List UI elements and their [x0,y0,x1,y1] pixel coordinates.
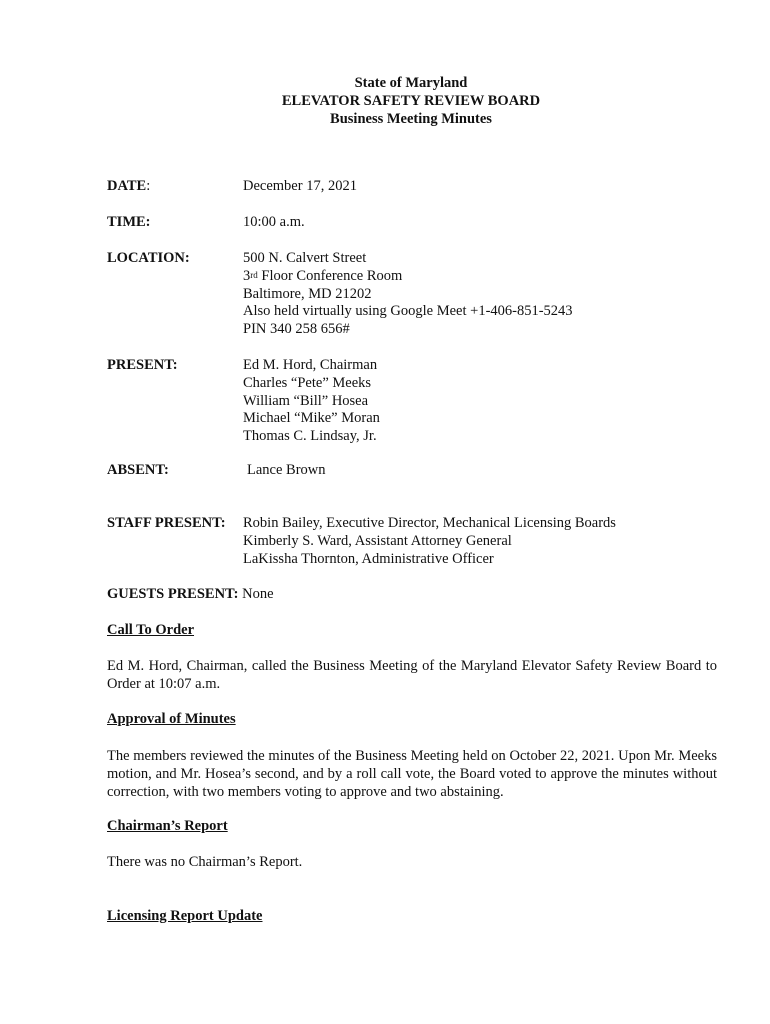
section-heading-chairmans-report: Chairman’s Report [107,818,228,834]
guests-present-value: None [242,586,274,602]
location-street: 500 N. Calvert Street [243,250,367,266]
present-label: PRESENT: [107,357,178,373]
present-member: Thomas C. Lindsay, Jr. [243,428,377,445]
date-value: December 17, 2021 [243,178,357,194]
approval-of-minutes-text: The members reviewed the minutes of the Business Meeting held on October 22, 2021. Upon Mr. Meeks motion, and Mr. Hosea’s second, and by a roll call vote, the Board voted to approve the minutes without correction, with two members voting to approve and two abstaining. [107,748,717,800]
header-document-title: Business Meeting Minutes [330,111,492,127]
header-board-name: ELEVATOR SAFETY REVIEW BOARD [281,93,541,109]
present-member: Charles “Pete” Meeks [243,374,372,391]
location-virtual: Also held virtually using Google Meet +1-406-851-5243 [243,303,573,320]
time-label: TIME: [107,214,151,230]
call-to-order-text: Ed M. Hord, Chairman, called the Business Meeting of the Maryland Elevator Safety Review Board to Order at 10:07 a.m. [107,658,717,692]
staff-present-members [243,515,616,568]
location-value [243,250,573,339]
location-label: LOCATION: [107,250,190,266]
chairmans-report-text: There was no Chairman’s Report. [107,854,303,870]
section-heading-call-to-order: Call To Order [107,622,195,638]
section-heading-approval-of-minutes: Approval of Minutes [107,711,236,727]
location-city: Baltimore, MD 21202 [243,285,372,302]
present-member: Michael “Mike” Moran [243,410,380,427]
staff-member: LaKissha Thornton, Administrative Officer [243,550,494,567]
header-state: State of Maryland [354,75,468,91]
document-header [0,74,770,128]
absent-label: ABSENT: [107,462,169,478]
time-value: 10:00 a.m. [243,214,305,230]
guests-present-row [107,586,727,603]
absent-value: Lance Brown [247,462,326,478]
date-label: DATE: [107,178,151,194]
present-member: William “Bill” Hosea [243,392,369,409]
staff-member: Robin Bailey, Executive Director, Mechanical Licensing Boards [243,515,616,531]
guests-present-label: GUESTS PRESENT: [107,586,239,602]
location-pin: PIN 340 258 656# [243,321,350,338]
staff-present-label: STAFF PRESENT: [107,515,226,531]
staff-member: Kimberly S. Ward, Assistant Attorney General [243,532,512,549]
present-member: Ed M. Hord, Chairman [243,357,378,373]
present-members [243,357,380,446]
section-heading-licensing-report-update: Licensing Report Update [107,908,263,924]
location-room: 3rd Floor Conference Room [243,267,403,284]
